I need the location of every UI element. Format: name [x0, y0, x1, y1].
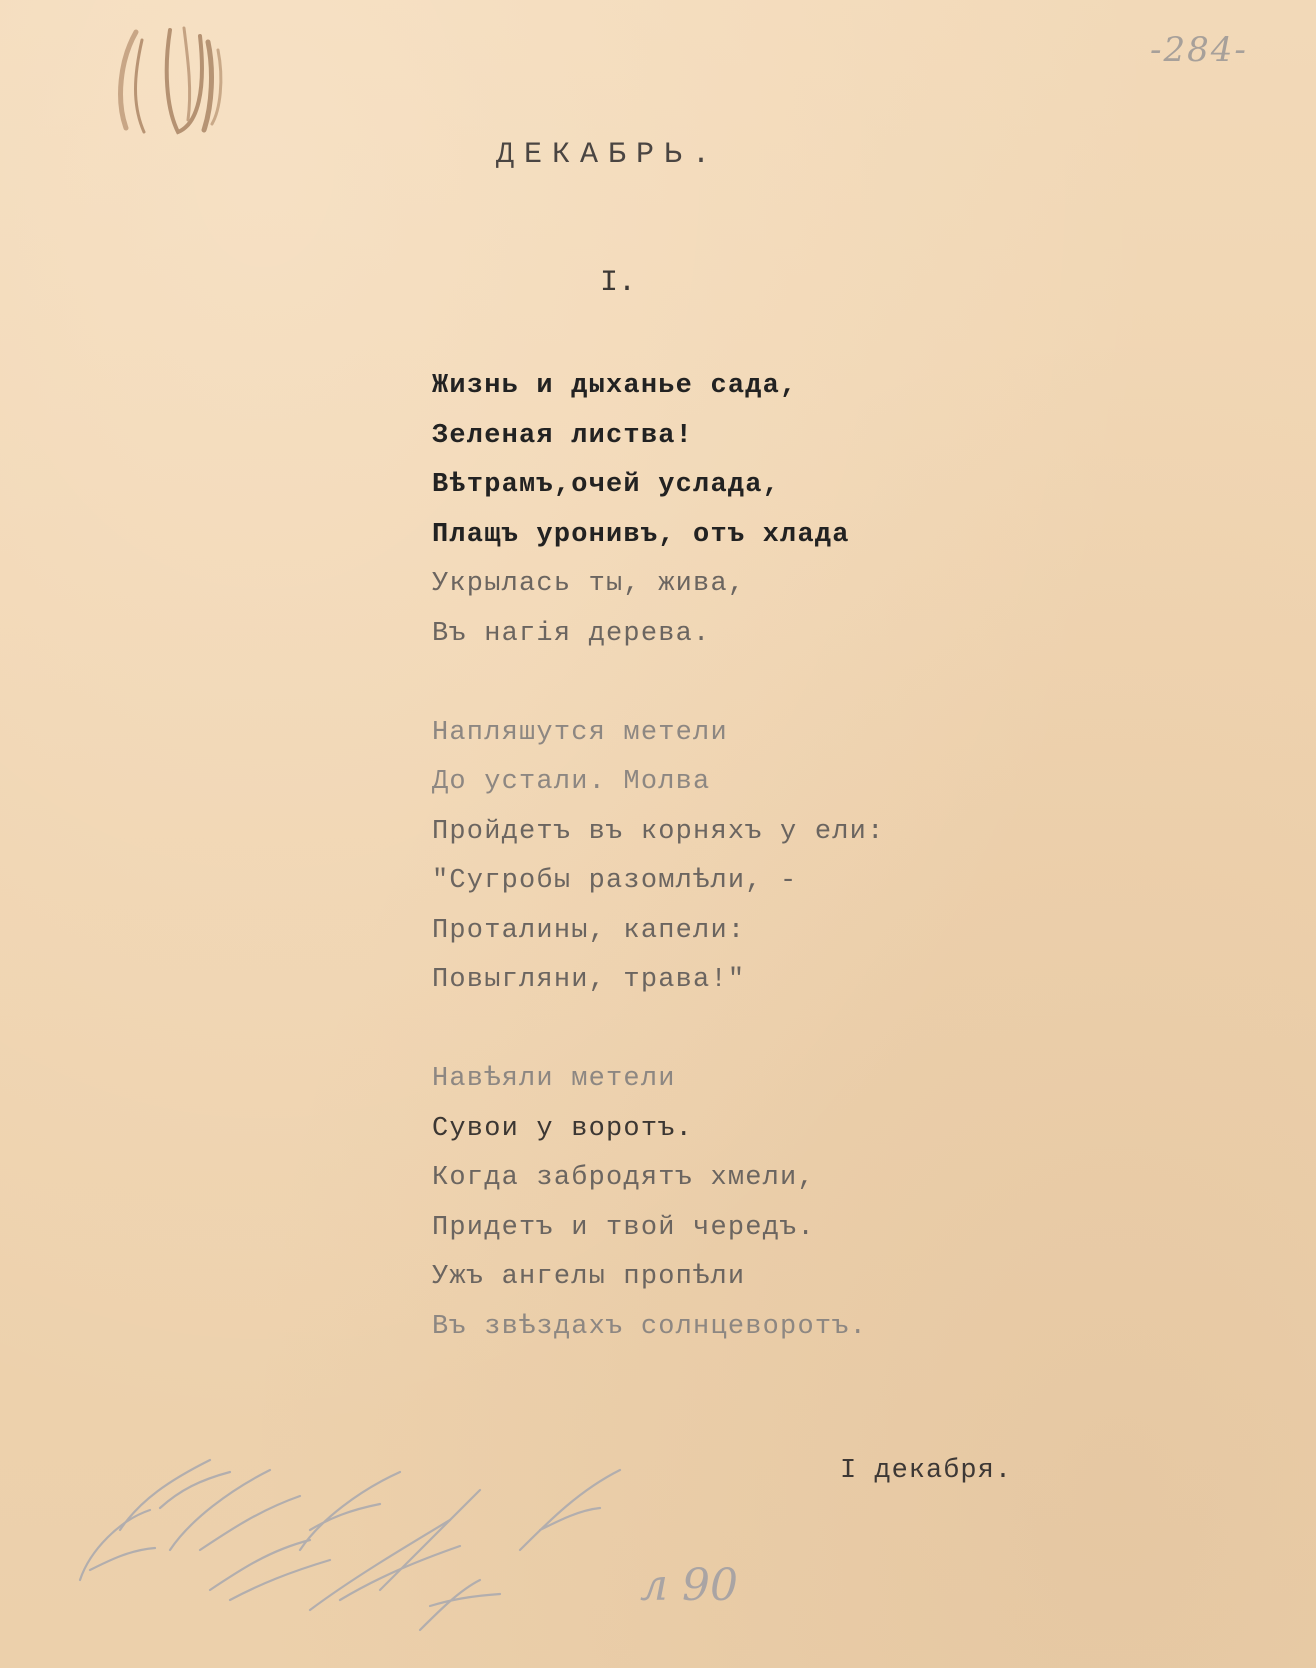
- poem-line: Напляшутся метели: [432, 717, 728, 748]
- poem-line: Пройдетъ въ корняхъ у ели:: [432, 816, 885, 847]
- poem-line: Повыгляни, трава!": [432, 965, 746, 995]
- poem-line: Придетъ и твой чередъ.: [432, 1212, 815, 1243]
- poem-line: Навѣяли метели: [432, 1064, 676, 1094]
- poem-title: ДЕКАБРЬ.: [496, 138, 721, 172]
- poem-line: До устали. Молва: [432, 767, 711, 797]
- poem-line: Проталины, капели:: [432, 915, 746, 946]
- stanza-gap: [432, 659, 952, 709]
- poem-line: Плащъ уронивъ, отъ хлада: [432, 519, 850, 550]
- pencil-annotations: [60, 1400, 760, 1668]
- poem-line: Въ звѣздахъ солнцеворотъ.: [432, 1311, 868, 1342]
- folio-pencil-note: л 90: [640, 1560, 738, 1611]
- poem-line: Въ нагія дерева.: [432, 618, 711, 649]
- poem-line: Сувои у воротъ.: [432, 1113, 694, 1144]
- poem-line: Жизнь и дыханье сада,: [432, 371, 798, 401]
- poem-body: [432, 362, 952, 1352]
- poem-line: Когда забродятъ хмели,: [432, 1163, 815, 1193]
- section-number: I.: [600, 266, 637, 300]
- archive-sheet-number: -284-: [1150, 30, 1248, 70]
- poem-line: Зеленая листва!: [432, 420, 694, 451]
- poem-line: Укрылась ты, жива,: [432, 569, 746, 599]
- poem-line: Ужъ ангелы пропѣли: [432, 1262, 746, 1292]
- poem-line: "Сугробы разомлѣли, -: [432, 866, 798, 896]
- poem-line: Вѣтрамъ,очей услада,: [432, 470, 781, 500]
- handwritten-stamp-mark: [108, 20, 238, 140]
- poem-date: I декабря.: [840, 1456, 1013, 1486]
- stanza-gap: [432, 1006, 952, 1056]
